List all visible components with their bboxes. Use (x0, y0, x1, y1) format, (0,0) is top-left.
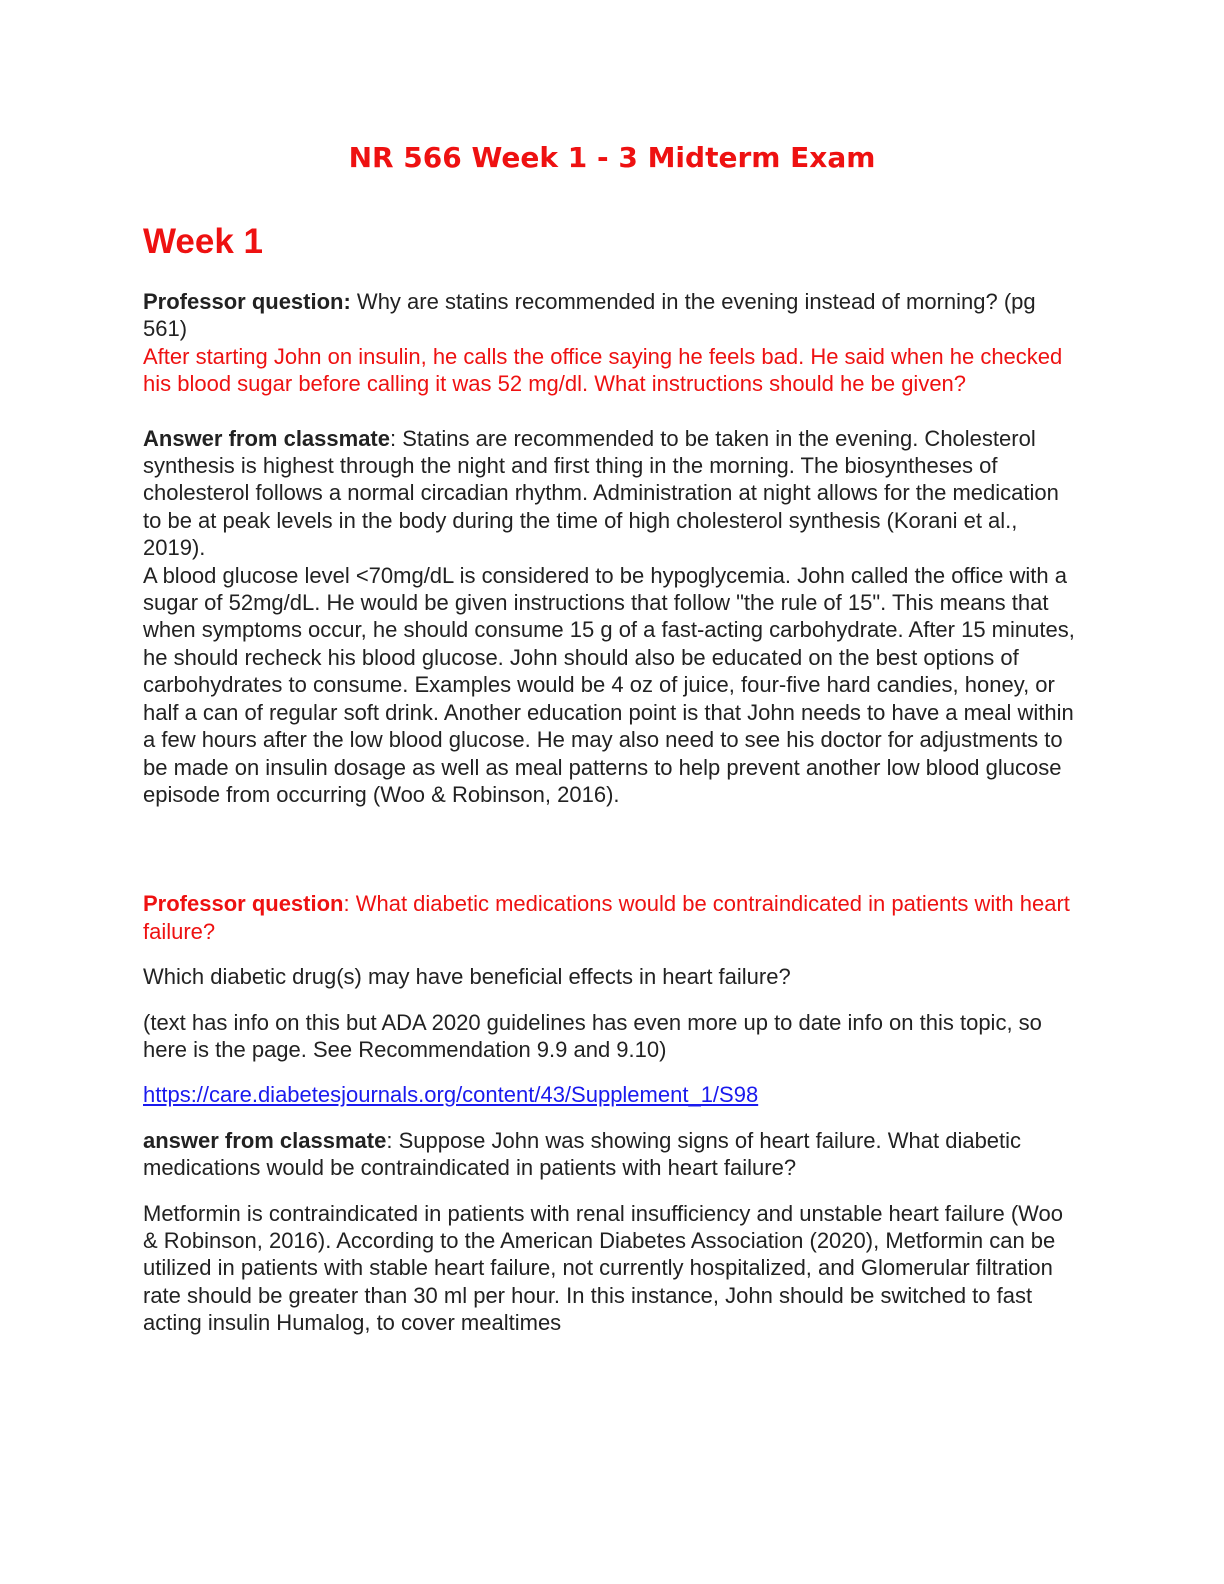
q2-answer-continued: Metformin is contraindicated in patients with renal insufficiency and unstable heart failure (Woo & Robinson, 2016). According to the American Diabetes Association (2020), Metformin can be utilized in patients with stable heart failure, not currently hospitalized, and Glomerular filtration rate should be greater than 30 ml per hour. In this instance, John should be switched to fast acting insulin Humalog, to cover mealtimes (143, 1200, 1064, 1336)
ada-guidelines-link[interactable]: https://care.diabetesjournals.org/content/43/Supplement_1/S98 (143, 1082, 759, 1108)
week-heading: Week 1 (143, 222, 263, 261)
q2-answer-label: answer from classmate (143, 1127, 387, 1153)
q1-answer-text: : Statins are recommended to be taken in the evening. Cholesterol synthesis is highest through the night and first thing in the morning. The biosyntheses of cholesterol follows a normal circadian rhythm. Administration at night allows for the medication to be at peak levels in the body during the time of high cholesterol synthesis (Korani et al., 2019). (143, 425, 1059, 561)
q1-answer-continued: A blood glucose level <70mg/dL is considered to be hypoglycemia. John called the office with a sugar of 52mg/dL. He would be given instructions that follow "the rule of 15". This means that when symptoms occur, he should consume 15 g of a fast-acting carbohydrate. After 15 minutes, he should recheck his blood glucose. John should also be educated on the best options of carbohydrates to consume. Examples would be 4 oz of juice, four-five hard candies, honey, or half a can of regular soft drink. Another education point is that John needs to have a meal within a few hours after the low blood glucose. He may also need to see his doctor for adjustments to be made on insulin dosage as well as meal patterns to help prevent another low blood glucose episode from occurring (Woo & Robinson, 2016). (143, 562, 1075, 807)
document-title: NR 566 Week 1 - 3 Midterm Exam (348, 141, 876, 174)
q1-professor-label: Professor question: (143, 289, 351, 314)
q2-link-paragraph (143, 1081, 1083, 1108)
q2-answer (143, 1127, 1083, 1182)
q1-professor-question (143, 288, 1083, 343)
q2-professor-question (143, 890, 1083, 945)
q2-followup-1: Which diabetic drug(s) may have beneficial effects in heart failure? (143, 964, 791, 990)
q1-professor-text: Why are statins recommended in the evening instead of morning? (pg 561) (143, 289, 1036, 342)
q1-answer (143, 425, 1083, 562)
q2-professor-text: : What diabetic medications would be contraindicated in patients with heart failure? (143, 891, 1070, 944)
q1-answer-label: Answer from classmate (143, 425, 390, 451)
q1-professor-followup: After starting John on insulin, he calls the office saying he feels bad. He said when he checked his blood sugar before calling it was 52 mg/dl. What instructions should he be given? (143, 343, 1063, 397)
q2-followup-2: (text has info on this but ADA 2020 guidelines has even more up to date info on this topic, so here is the page. See Recommendation 9.9 and 9.10) (143, 1009, 1042, 1062)
q2-answer-text: : Suppose John was showing signs of heart failure. What diabetic medications would be contraindicated in patients with heart failure? (143, 1127, 1022, 1181)
document-body (143, 288, 1083, 1337)
q2-professor-label: Professor question (143, 891, 344, 917)
